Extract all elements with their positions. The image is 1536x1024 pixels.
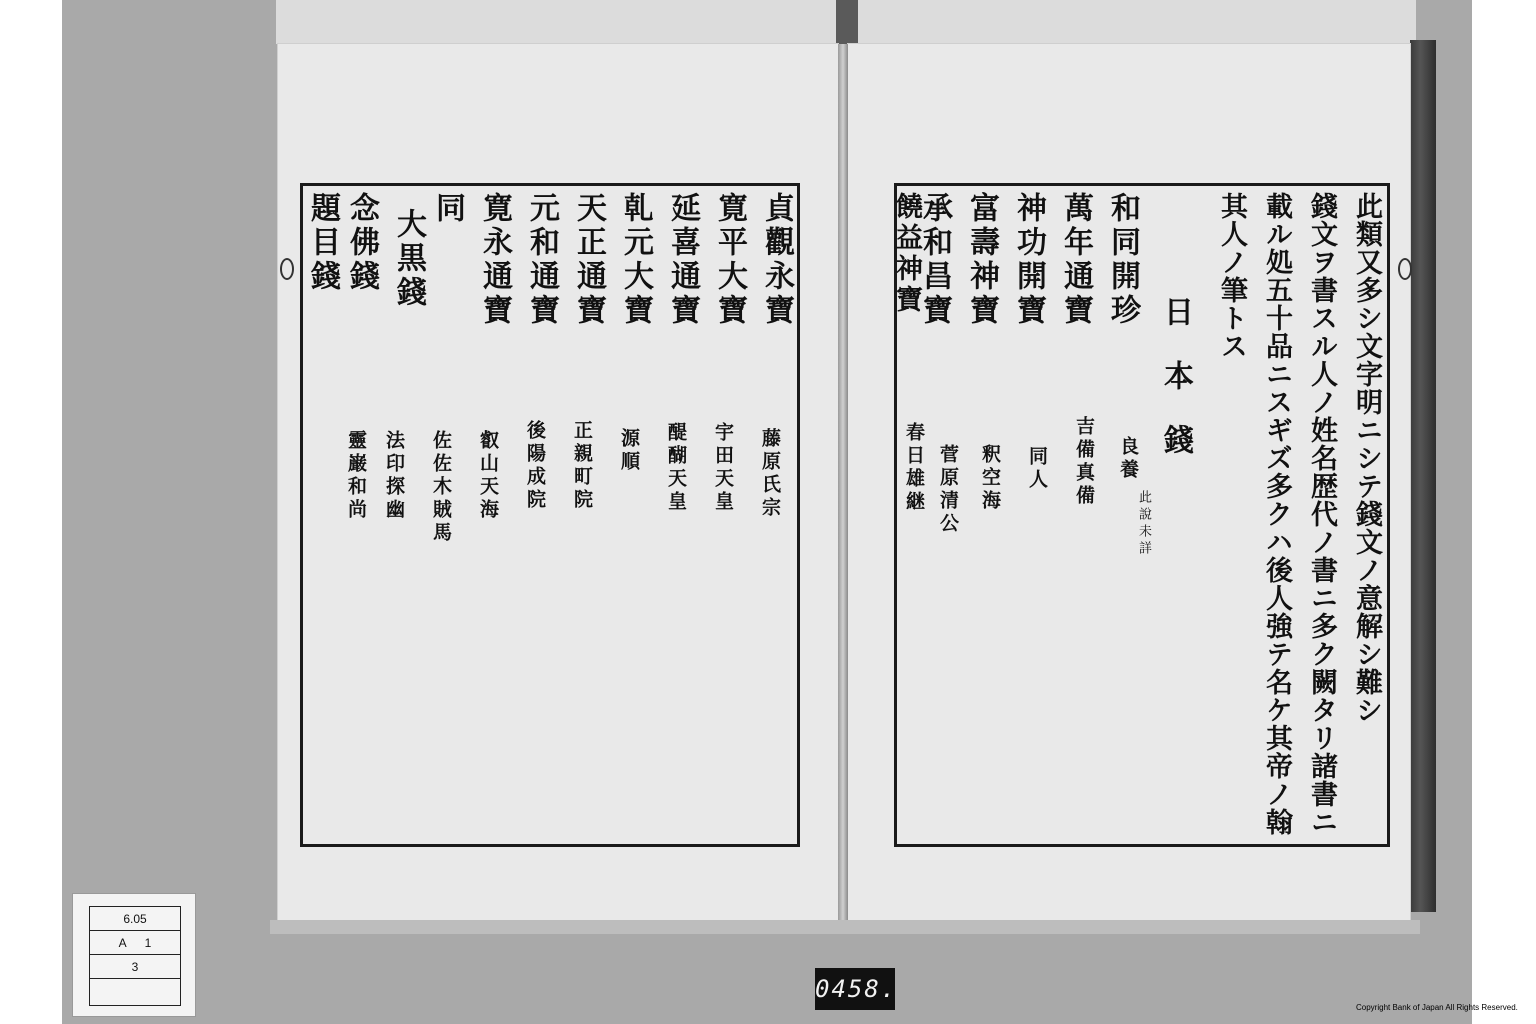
coin-name: 和同開珍	[1105, 192, 1140, 328]
catalog-label-row-4	[90, 979, 180, 1005]
left-page-notch	[280, 258, 294, 280]
catalog-label	[72, 893, 196, 1017]
coin-name: 饒益神寶	[891, 192, 922, 316]
attribution-note: 此說未詳	[1136, 490, 1151, 558]
attribution: 宇田天皇	[712, 422, 734, 514]
coin-name: 天正通寶	[571, 192, 606, 328]
attribution: 釈空海	[979, 444, 1001, 513]
intro-line: 此類又多シ文字明ニシテ錢文ノ意解シ難シ	[1351, 192, 1382, 724]
catalog-label-row-3: 3	[90, 955, 180, 979]
frame-counter: 0458.	[815, 968, 895, 1010]
coin-name: 承和昌寶	[917, 192, 952, 328]
attribution: 吉備真備	[1073, 416, 1095, 508]
attribution: 正親町院	[571, 420, 593, 512]
intro-line: 其人ノ筆トス	[1216, 192, 1247, 360]
right-page-notch	[1398, 258, 1412, 280]
coin-name: 元和通寶	[524, 192, 559, 328]
catalog-label-row-1: 6.05	[90, 907, 180, 931]
book-gutter	[836, 0, 858, 44]
attribution: 春日雄継	[903, 422, 925, 514]
attribution: 法印探幽	[383, 430, 405, 522]
coin-name: 同	[430, 192, 465, 226]
coin-name: 念佛錢	[344, 192, 379, 294]
catalog-label-a: A	[118, 936, 127, 950]
attribution: 良養	[1117, 436, 1139, 482]
coin-name: 大黒錢	[391, 208, 426, 310]
book-spine	[1410, 40, 1436, 912]
section-heading: 日本錢	[1158, 296, 1193, 488]
coin-name: 延喜通寶	[665, 192, 700, 328]
coin-name: 寛平大寶	[712, 192, 747, 328]
attribution: 源順	[618, 428, 640, 474]
catalog-label-b: 1	[144, 936, 152, 950]
catalog-label-row-2	[90, 931, 180, 955]
coin-name: 貞觀永寶	[759, 192, 794, 328]
page-bottom-edge	[270, 920, 1420, 934]
attribution: 同人	[1026, 446, 1048, 492]
attribution: 叡山天海	[477, 430, 499, 522]
copyright-notice: Copyright Bank of Japan All Rights Reserved.	[1356, 1003, 1518, 1012]
coin-name: 富壽神寶	[964, 192, 999, 328]
catalog-label-grid	[89, 906, 181, 1006]
left-text-frame	[300, 183, 800, 847]
intro-line: 載ル処五十品ニスギズ多クハ後人強テ名ケ其帝ノ翰	[1261, 192, 1292, 836]
attribution: 菅原清公	[937, 444, 959, 536]
right-text-frame	[891, 183, 1390, 847]
coin-name: 題目錢	[305, 192, 340, 294]
coin-name: 乹元大寶	[618, 192, 653, 328]
coin-name: 萬年通寶	[1058, 192, 1093, 328]
attribution: 藤原氏宗	[759, 428, 781, 520]
attribution: 醍醐天皇	[665, 422, 687, 514]
attribution: 後陽成院	[524, 420, 546, 512]
attribution: 靈巌和尚	[345, 430, 367, 522]
intro-line: 錢文ヲ書スル人ノ姓名歴代ノ書ニ多ク闕タリ諸書ニ	[1306, 192, 1337, 836]
page-fold	[838, 44, 848, 924]
attribution: 佐佐木賊馬	[430, 430, 452, 545]
coin-name: 神功開寶	[1011, 192, 1046, 328]
coin-name: 寛永通寶	[477, 192, 512, 328]
